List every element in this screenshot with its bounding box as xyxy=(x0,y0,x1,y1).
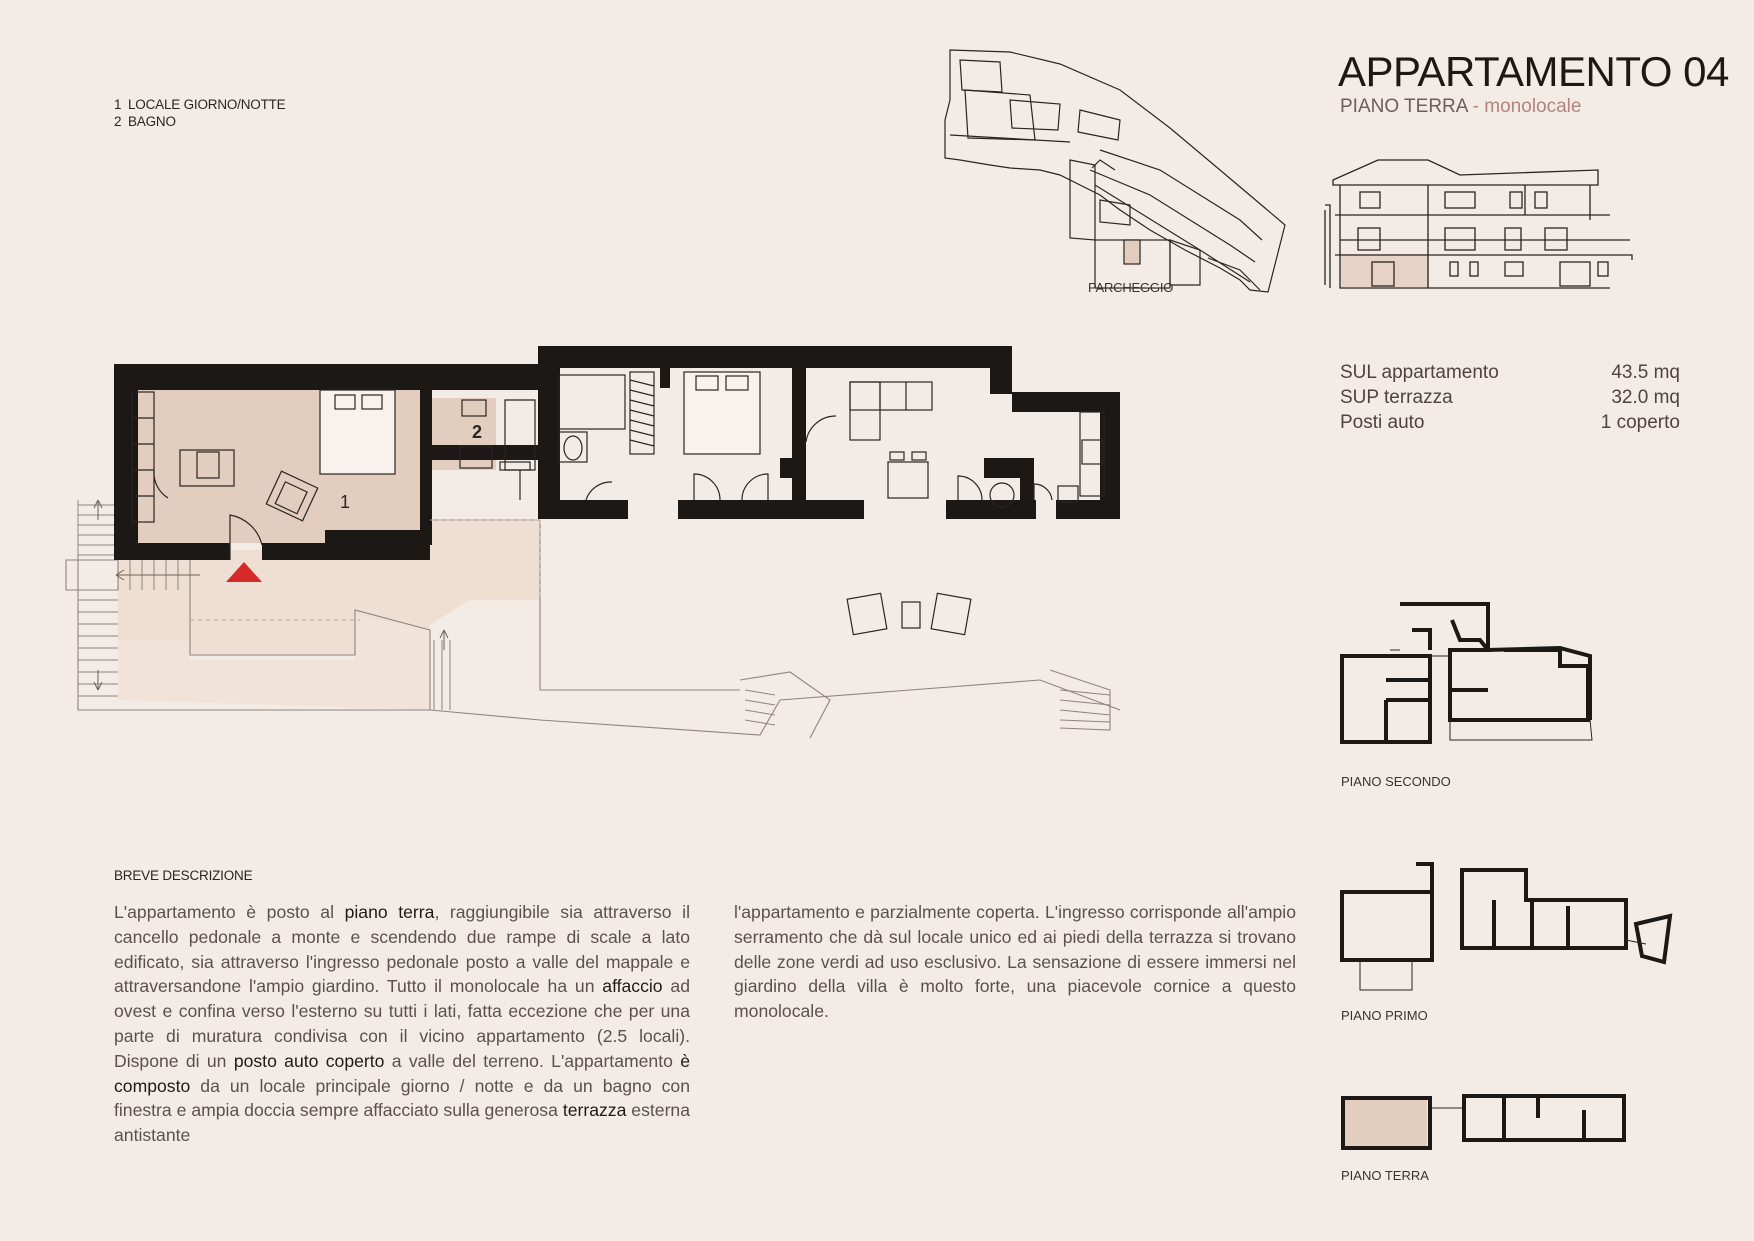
keyplan-second-floor xyxy=(1342,604,1590,742)
description-highlight: posto auto coperto xyxy=(233,1050,385,1071)
page-subtitle: PIANO TERRA - monolocale xyxy=(1340,96,1582,117)
description-paragraph-1 xyxy=(114,900,690,1148)
description-highlight: piano terra xyxy=(344,902,435,922)
room-label-2: 2 xyxy=(472,422,483,442)
keyplan-ground-floor xyxy=(1343,1096,1624,1148)
description-text: ad ovest e confina verso l'esterno su tutti i lati, fatta eccezione che per una parte di muratura condivisa con il vicino appartamento (2.5 locali). Dispone di un xyxy=(114,976,690,1071)
description-text: da un locale principale giorno / notte e da un bagno con finestra e ampia doccia sempre affacciato sulla generosa xyxy=(114,1075,690,1121)
site-plan xyxy=(945,50,1285,292)
building-elevation xyxy=(1325,160,1632,288)
description-text: a valle del terreno. L'appartamento xyxy=(384,1050,681,1071)
description-highlight: è composto xyxy=(114,1050,690,1096)
description-heading: BREVE DESCRIZIONE xyxy=(114,868,253,883)
description-text: , raggiungibile sia attraverso il cancello pedonale a monte e scendendo due rampe di scale a lato edificato, sia attraverso l'ingresso pedonale posto a valle del mappale e attraversandone l'ampio giardino. Tutto il monolocale ha un xyxy=(114,902,690,997)
description-highlight: affaccio xyxy=(602,976,663,997)
keyplan-first-floor xyxy=(1342,864,1670,962)
description-paragraph-2: l'appartamento e parzialmente coperta. L'ingresso corrisponde all'ampio serramento che dà sul locale unico ed ai piedi della terrazza si trovano delle zone verdi ad uso esclusivo. La sensazione di essere immersi nel giardino della villa è molto forte, una piacevole cornice a questo monolocale. xyxy=(734,902,1296,1022)
description-text: L'appartamento è posto al xyxy=(114,902,345,922)
site-plan-caption: PARCHEGGIO xyxy=(1088,280,1174,295)
description-text: esterna antistante xyxy=(114,1100,690,1146)
page-title: APPARTAMENTO 04 xyxy=(1338,48,1729,95)
stat-row-terrace: SUP terrazza 32.0 mq xyxy=(1340,387,1680,408)
stat-row-parking: Posti auto 1 coperto xyxy=(1340,412,1680,433)
description-highlight: terrazza xyxy=(562,1100,627,1121)
stat-row-sul: SUL appartamento 43.5 mq xyxy=(1340,362,1680,383)
keyplan-ground-caption: PIANO TERRA xyxy=(1341,1168,1429,1183)
legend-item-2: 2 BAGNO xyxy=(114,114,176,129)
keyplan-second-caption: PIANO SECONDO xyxy=(1341,774,1451,789)
keyplan-first-caption: PIANO PRIMO xyxy=(1341,1008,1428,1023)
legend-item-1: 1 LOCALE GIORNO/NOTTE xyxy=(114,97,286,112)
room-label-1: 1 xyxy=(340,492,351,512)
